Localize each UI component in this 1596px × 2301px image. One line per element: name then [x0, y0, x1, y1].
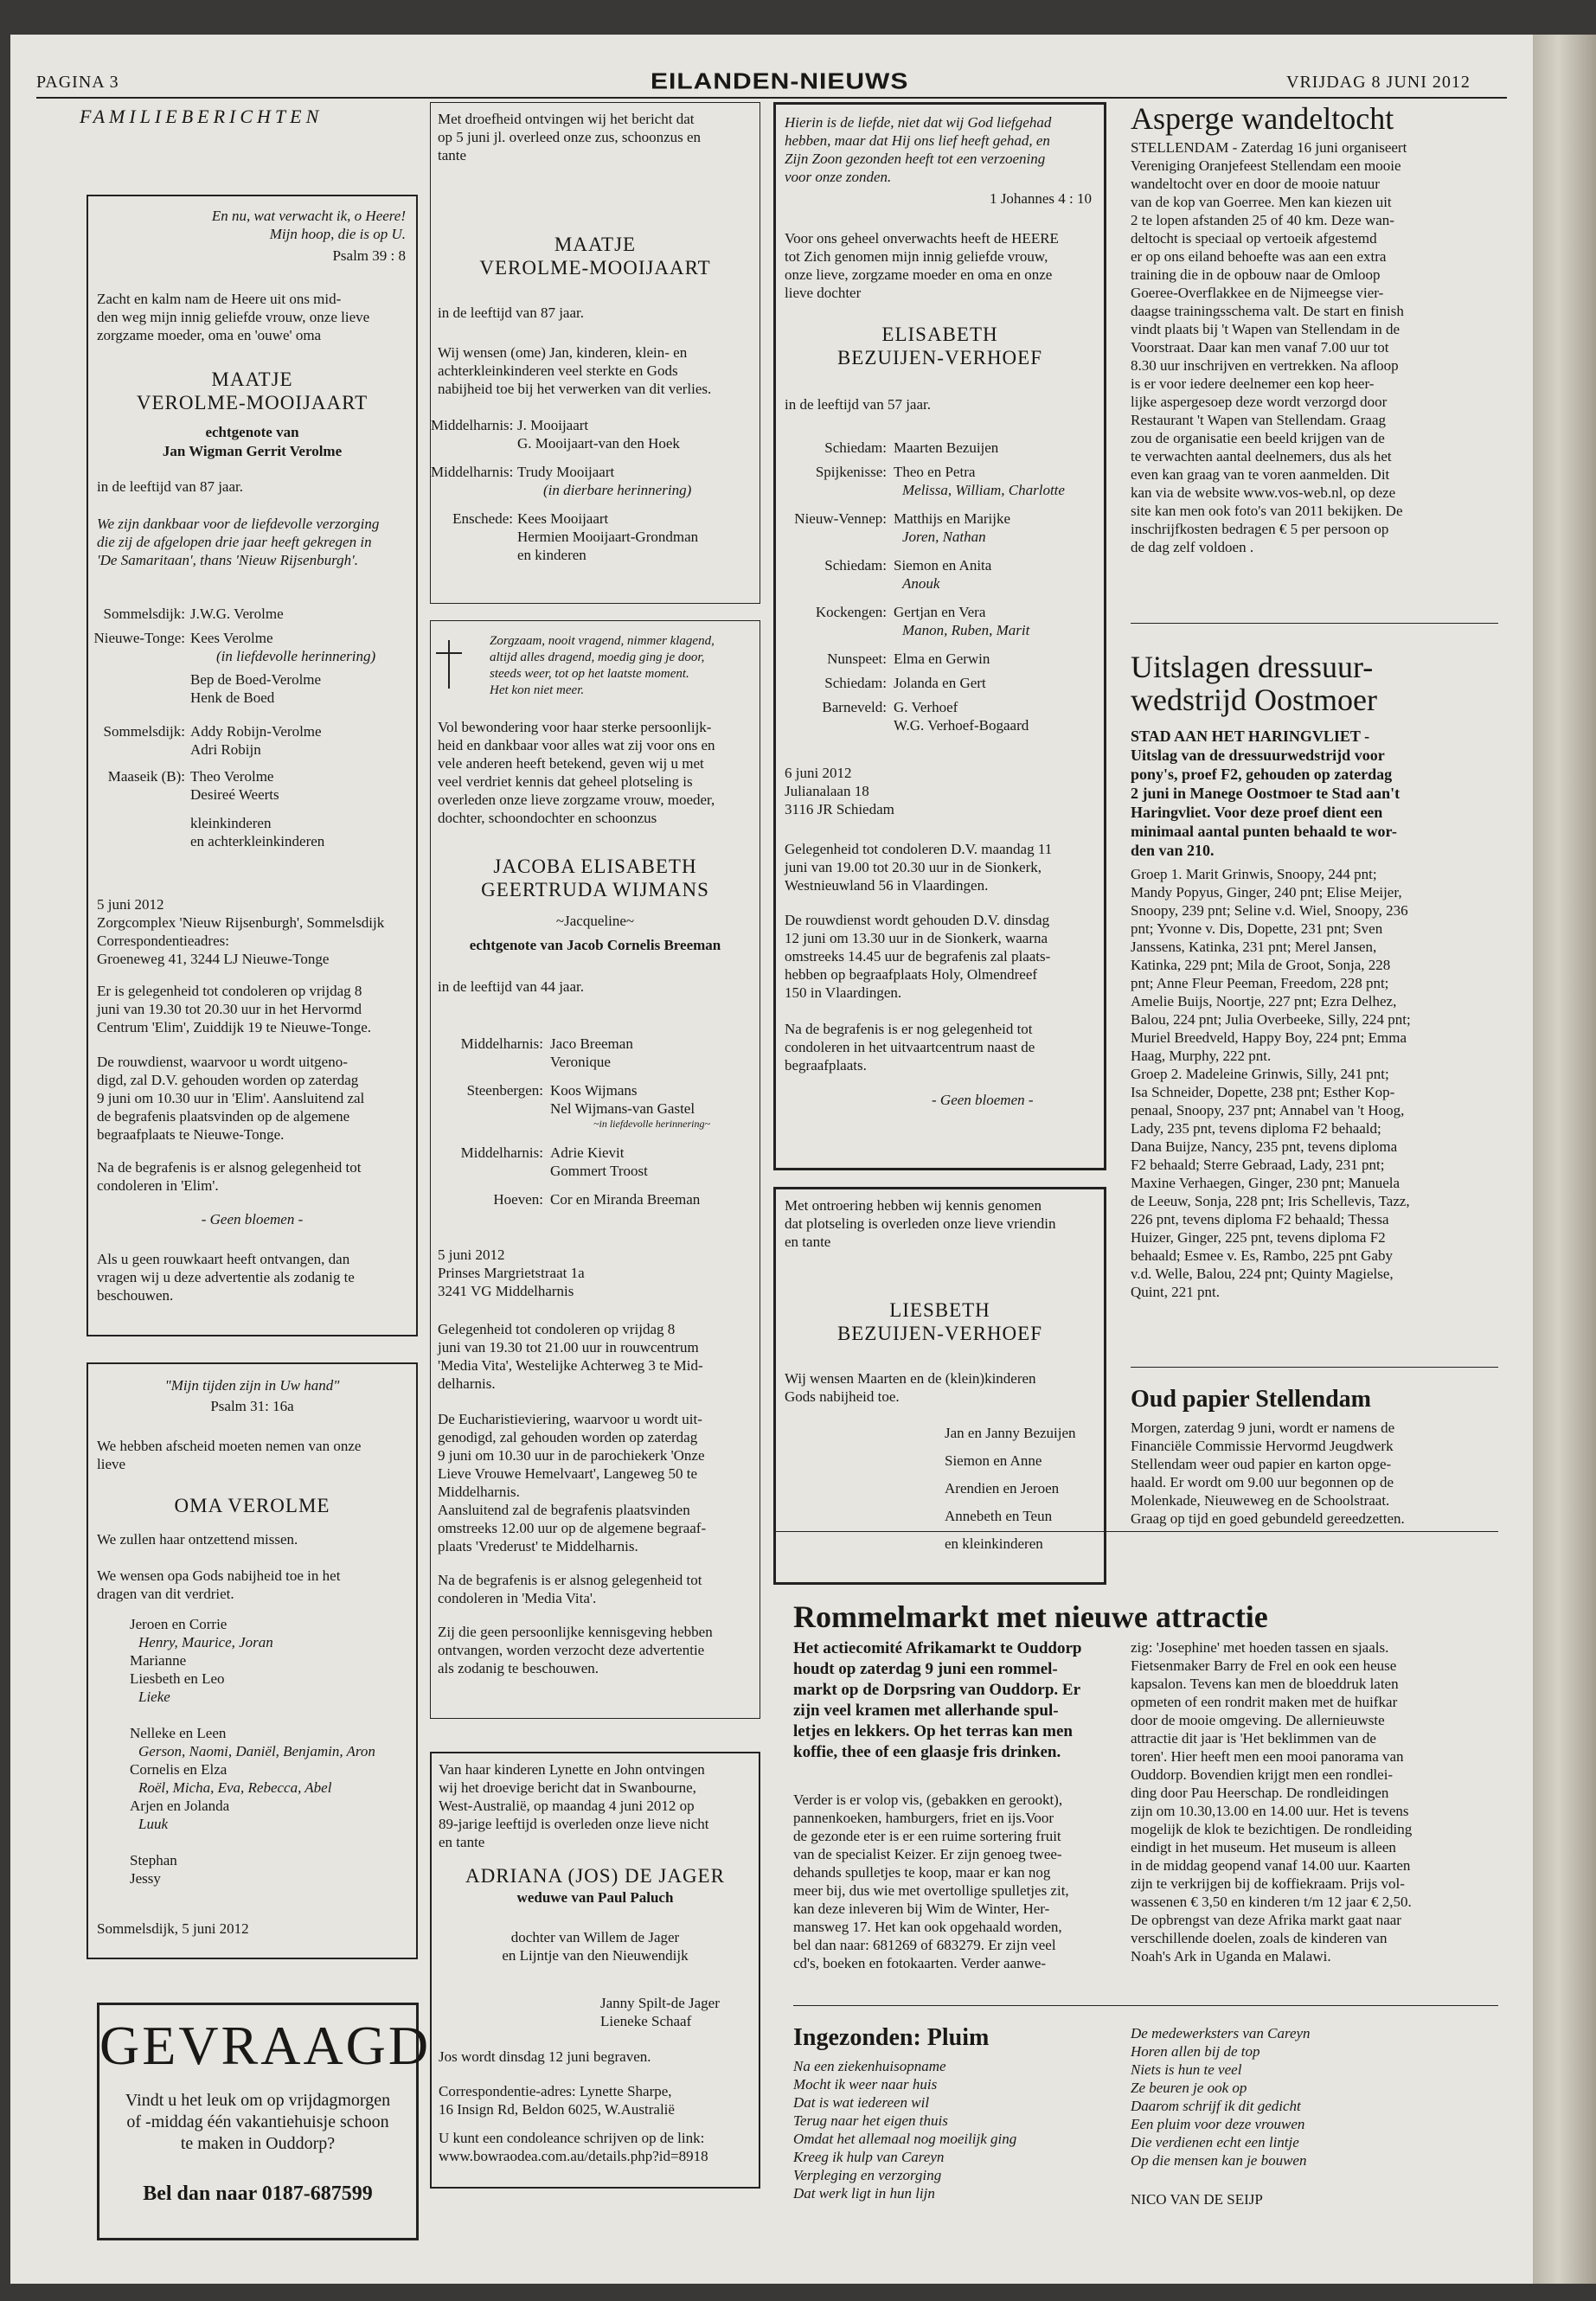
family-names: Adrie Kievit Gommert Troost — [550, 1144, 648, 1179]
pluim-poem-part1: Na een ziekenhuisopname Mocht ik weer naar huis Dat is wat iedereen wil Terug naar het eigen thuis Omdat het allemaal nog moeilijk ging Kreeg ik hulp van Careyn Verpleging en verzorging Dat werk ligt in hun lijn — [793, 2058, 1017, 2202]
family-names: J.W.G. Verolme — [190, 606, 284, 622]
verse-line: En nu, wat verwacht ik, o Heere! — [211, 208, 406, 224]
condolence-info: Gelegenheid tot condoleren D.V. maandag 11 juni van 19.00 tot 20.30 uur in de Sionkerk, Westnieuwland 56 in Vlaardingen. — [785, 841, 1053, 894]
family-list: Jeroen en Corrie Henry, Maurice, Joran Marianne Liesbeth en Leo Lieke Nelleke en Leen Gerson, Naomi, Daniël, Benjamin, Aron Cornelis en Elza Roël, Micha, Eva, Rebecca, Abel Arjen en Jolanda Luuk Stephan Jessy — [130, 1616, 375, 1887]
verse: Hierin is de liefde, niet dat wij God liefgehad hebben, maar dat Hij ons lief heeft gehad, en Zijn Zoon gezonden heeft tot een verzoening voor onze zonden. — [785, 114, 1052, 185]
family-place: Middelharnis: — [460, 1144, 543, 1161]
funeral-service-info: De Eucharistieviering, waarvoor u wordt uit- genodigd, zal gehouden worden op zaterdag 9 juni om 10.30 uur in de parochiekerk 'Onze Lieve Vrouwe Hemelvaart', Langeweg 50 te Middelharnis. Aansluitend zal de begrafenis plaatsvinden omstreeks 12.00 uur op de algemene begraaf- plaats 'Vrederust' te Middelharnis. — [438, 1411, 707, 1554]
condolence-info: Er is gelegenheid tot condoleren op vrijdag 8 juni van 19.30 tot 20.30 uur in het Hervormd Centrum 'Elim', Zuiddijk 19 te Nieuwe-Tonge. — [97, 983, 372, 1035]
cross-icon — [448, 640, 450, 689]
wish-text: Wij wensen (ome) Jan, kinderen, klein- en achterkleinkinderen veel sterkte en Gods nabijheid toe bij het verwerken van dit verlies. — [438, 344, 712, 397]
notice-intro: Met droefheid ontvingen wij het bericht dat op 5 juni jl. overleed onze zus, schoonzus en tante — [438, 111, 702, 163]
family-place: Hoeven: — [493, 1191, 543, 1208]
deceased-name: MAATJE VEROLME-MOOIJAART — [136, 369, 369, 413]
ad-text: Vindt u het leuk om op vrijdagmorgen of -middag één vakantiehuisje schoon te maken in Ouddorp? — [125, 2091, 391, 2153]
notice-intro: Met ontroering hebben wij kennis genomen dat plotseling is overleden onze lieve vriendin en tante — [785, 1197, 1056, 1250]
sign-off: Janny Spilt-de Jager Lieneke Schaaf — [600, 1995, 720, 2029]
notice-address: 5 juni 2012 Prinses Margrietstraat 1a 3241 VG Middelharnis — [438, 1247, 585, 1299]
family-names: kleinkinderen en achterkleinkinderen — [190, 815, 325, 849]
family-names: Trudy Mooijaart (in dierbare herinnering) — [517, 464, 692, 498]
family-names: Cor en Miranda Breeman — [550, 1191, 701, 1208]
family-names: Addy Robijn-Verolme Adri Robijn — [190, 723, 322, 758]
verse-line: Mijn hoop, die is op U. — [269, 226, 406, 242]
family-names: Kees Mooijaart Hermien Mooijaart-Grondman en kinderen — [517, 510, 699, 563]
family-names: J. Mooijaart G. Mooijaart-van den Hoek — [517, 417, 680, 452]
verse-reference: Psalm 31: 16a — [210, 1398, 294, 1414]
notice-address: 6 juni 2012 Julianalaan 18 3116 JR Schiedam — [785, 765, 894, 817]
wish-text: Wij wensen Maarten en de (klein)kinderen Gods nabijheid toe. — [785, 1370, 1036, 1405]
poem: Zorgzaam, nooit vragend, nimmer klagend, altijd alles dragend, moedig ging je door, steeds weer, tot op het laatste moment. Het kon niet meer. — [490, 634, 715, 697]
rommel-article-part1: Verder is er volop vis, (gebakken en gerookt), pannenkoeken, hamburgers, friet en ijs.Voor de gezonde eter is er een ruime sortering fruit van de specialist Keizer. Er zijn genoeg twee- dehands spulletjes te koop, maar er kan nog meer bij, dus wie met overtollige spulletjes zit, kan deze inleveren bij Wim de Winter, Her- mansweg 17. Het kan ook opgehaald worden, bel dan naar: 681269 of 683279. Er zijn veel cd's, boeken en fotokaarten. Verder aanwe- — [793, 1791, 1069, 1971]
notice-intro: Voor ons geheel onverwachts heeft de HEERE tot Zich genomen mijn innig geliefde vrouw, onze lieve, zorgzame moeder en oma en onze lieve dochter — [785, 230, 1059, 301]
papier-article: Morgen, zaterdag 9 juni, wordt er namens de Financiële Commissie Hervormd Jeugdwerk Stellendam weer oud papier en karton opge- haald. Er wordt om 9.00 uur begonnen op de Molenkade, Nieuweweg en de Schoolstraat. Graag op tijd en goed gebundeld gereedzetten. — [1131, 1420, 1405, 1527]
funeral-service-info: De rouwdienst, waarvoor u wordt uitgeno- digd, zal D.V. gehouden worden op zaterdag 9 juni om 10.30 uur in 'Elim'. Aansluitend zal de begrafenis plaatsvinden op de algemene begraafplaats te Nieuwe-Tonge. — [97, 1054, 365, 1143]
family-names: G. Verhoef W.G. Verhoef-Bogaard — [894, 699, 1029, 734]
rommel-lead: Het actiecomité Afrikamarkt te Ouddorp houdt op zaterdag 9 juni een rommel- markt op de Dorpsring van Ouddorp. Er zijn veel kramen met allerhande spul- letjes en lekkers. Op het terras kan men koffie, thee of een glaasje fris drinken. — [793, 1639, 1082, 1761]
ad-phone: Bel dan naar 0187-687599 — [143, 2182, 373, 2205]
divider — [773, 1531, 1498, 1532]
pluim-headline: Ingezonden: Pluim — [793, 2024, 990, 2051]
asperge-article: STELLENDAM - Zaterdag 16 juni organiseert Vereniging Oranjefeest Stellendam een mooie wandeltocht over en door de mooie natuur van de kop van Goerree. Men kan kiezen uit 2 te lopen afstanden 25 of 40 km. Deze wan- deltocht is speciaal op vertoeik afgestemd er op ons eiland behoefte was aan een extra training die in de opbouw naar de Omloop Goeree-Overflakkee en de Nijmeegse vier- daagse trainingsschema valt. De start en finish vindt plaats bij 't Wapen van Stellendam in de Voorstraat. Daar kan men vanaf 7.00 uur tot 8.30 uur inschrijven en vertrekken. Na afloop is er voor iedere deelnemer een kop heer- lijke aspergesoep deze wordt verzorgd door Restaurant 't Wapen van Stellendam. Graag zou de organisatie een beeld krijgen van de te verwachten aantal deelnemers, dus als het even kan graag van te voren aanmelden. Dit kan via de website www.vos-web.nl, op deze site kan men ook foto's van 2011 bekijken. De inschrijfkosten bedragen € 5 per persoon op de dag zelf voldoen . — [1131, 139, 1407, 555]
dressuur-lead: STAD AAN HET HARINGVLIET - Uitslag van de dressuurwedstrijd voor pony's, proef F2, gehouden op zaterdag 2 juni in Manege Oostmoer te Stad aan't Haringvliet. Voor deze proef dient een minimaal aantal punten behaald te wor- den van 210. — [1131, 727, 1401, 859]
cross-icon-bar — [436, 652, 462, 654]
family-place: Nieuwe-Tonge: — [93, 630, 185, 646]
deceased-name: ADRIANA (JOS) DE JAGER — [465, 1865, 725, 1887]
divider — [793, 2005, 1498, 2006]
spouse-line: echtgenote van Jan Wigman Gerrit Verolme — [162, 424, 343, 459]
sign-off: Sommelsdijk, 5 juni 2012 — [97, 1920, 249, 1937]
family-place: Schiedam: — [824, 439, 887, 456]
verse: "Mijn tijden zijn in Uw hand" — [164, 1377, 340, 1394]
death-notice-maatje-siblings — [430, 102, 760, 604]
deceased-name: LIESBETH BEZUIJEN-VERHOEF — [836, 1299, 1043, 1344]
age-line: in de leeftijd van 44 jaar. — [438, 978, 584, 995]
family-names: Gertjan en Vera Manon, Ruben, Marit — [894, 604, 1030, 638]
family-names: Maarten Bezuijen — [894, 439, 999, 456]
family-names: Jaco Breeman Veronique — [550, 1035, 633, 1070]
family-place: Nunspeet: — [827, 651, 887, 667]
after-funeral-info: Na de begrafenis is er alsnog gelegenheid tot condoleren in 'Media Vita'. — [438, 1572, 702, 1606]
no-flowers: - Geen bloemen - — [932, 1092, 1034, 1108]
family-place: Enschede: — [452, 510, 513, 527]
family-names: Theo en Petra Melissa, William, Charlotte — [894, 464, 1065, 498]
spouse-line: weduwe van Paul Paluch — [516, 1889, 674, 1906]
spouse-line: echtgenote van Jacob Cornelis Breeman — [469, 937, 721, 953]
thanks-text: We zijn dankbaar voor de liefdevolle verzorging die zij de afgelopen drie jaar heeft gekregen in 'De Samaritaan', thans 'Nieuw Rijsenburgh'. — [97, 516, 380, 568]
miss-line: We zullen haar ontzettend missen. — [97, 1531, 298, 1548]
notice-intro: Vol bewondering voor haar sterke persoonlijk- heid en dankbaar voor alles wat zij voor ons en vele anderen heeft betekend, geven wij u met veel verdriet kennis dat geheel plotseling is overleden onze lieve zorgzame vrouw, moeder, dochter, schoondochter en schoonzus — [438, 719, 715, 826]
masthead: EILANDEN-NIEUWS — [651, 69, 909, 94]
dressuur-headline: Uitslagen dressuur- wedstrijd Oostmoer — [1131, 650, 1377, 717]
parents-line: dochter van Willem de Jager en Lijntje van den Nieuwendijk — [502, 1929, 689, 1964]
verse-reference: 1 Johannes 4 : 10 — [989, 190, 1092, 207]
family-names: Elma en Gerwin — [894, 651, 990, 667]
header-rule — [36, 97, 1507, 99]
family-place: Kockengen: — [815, 604, 887, 620]
section-title: FAMILIEBERICHTEN — [80, 106, 324, 127]
after-funeral-info: Na de begrafenis is er alsnog gelegenheid tot condoleren in 'Elim'. — [97, 1159, 362, 1194]
family-place: Nieuw-Vennep: — [794, 510, 887, 527]
papier-headline: Oud papier Stellendam — [1131, 1386, 1371, 1413]
death-notice-elisabeth — [773, 102, 1106, 1170]
divider — [1131, 1367, 1498, 1368]
family-place: Schiedam: — [824, 557, 887, 574]
family-place: Spijkenisse: — [815, 464, 887, 480]
funeral-service-info: De rouwdienst wordt gehouden D.V. dinsdag 12 juni om 13.30 uur in de Sionkerk, waarna omstreeks 14.45 uur de begrafenis zal plaats- hebben op begraafplaats Holy, Olmendreef 150 in Vlaardingen. — [785, 912, 1051, 1001]
family-names: Jolanda en Gert — [894, 675, 986, 691]
page-binding-edge — [1533, 35, 1596, 2284]
family-place: Sommelsdijk: — [103, 606, 185, 622]
death-notice-maatje-family — [87, 195, 418, 1336]
death-notice-oma-verolme — [87, 1362, 418, 1959]
after-funeral-info: Na de begrafenis is er nog gelegenheid tot condoleren in het uitvaartcentrum naast de begraafplaats. — [785, 1021, 1035, 1074]
rommel-headline: Rommelmarkt met nieuwe attractie — [793, 1599, 1268, 1634]
mourning-card-note: Als u geen rouwkaart heeft ontvangen, dan vragen wij u deze advertentie als zodanig te beschouwen. — [97, 1251, 355, 1304]
pluim-author: NICO VAN DE SEIJP — [1131, 2191, 1263, 2208]
page-number: PAGINA 3 — [36, 73, 119, 92]
issue-date: VRIJDAG 8 JUNI 2012 — [1286, 73, 1471, 92]
dressuur-results: Groep 1. Marit Grinwis, Snoopy, 244 pnt; Mandy Popyus, Ginger, 240 pnt; Elise Meijer, Snoopy, 239 pnt; Seline v.d. Wiel, Snoopy, 236 pnt; Yvonne v. Dis, Dopette, 231 pnt; Sven Janssens, Katinka, 231 pnt; Merel Jansen, Katinka, 229 pnt; Mila de Groot, Sonja, 228 pnt; Anne Fleur Peeman, Freedom, 228 pnt; Amelie Buijs, Noortje, 227 pnt; Ezra Delhez, Balou, 224 pnt; Julia Overbeeke, Silly, 224 pnt; Muriel Breedveld, Happy Boy, 224 pnt; Emma Haag, Murphy, 222 pnt. Groep 2. Madeleine Grinwis, Silly, 241 pnt; Isa Schneider, Dopette, 238 pnt; Esther Kop- penaal, Snoopy, 237 pnt; Annabel van 't Hoog, Lady, 235 pnt, tevens diploma F2 behaald; Dana Buijze, Nancy, 235 pnt, tevens diploma F2 behaald; Sterre Gebraad, Lady, 231 pnt; Maxine Verhaegen, Ginger, 230 pnt; Manuela de Leeuw, Sonja, 228 pnt; Iris Schellevis, Tazz, 226 pnt, tevens diploma F2 behaald; Thessa Huizer, Ginger, 225 pnt, tevens diploma F2 behaald; Esmee v. Es, Rambo, 225 pnt Gaby v.d. Welle, Balou, 224 pnt; Quinty Magielse, Quint, 221 pnt. — [1131, 866, 1411, 1300]
newspaper-page — [10, 35, 1533, 2284]
family-place: Barneveld: — [822, 699, 887, 715]
gevraagd-ad — [97, 2003, 432, 2240]
age-line: in de leeftijd van 87 jaar. — [97, 478, 243, 495]
ad-title: GEVRAAGD — [99, 2015, 432, 2076]
notice-intro: Zacht en kalm nam de Heere uit ons mid- den weg mijn innig geliefde vrouw, onze lieve zorgzame moeder, oma en 'ouwe' oma — [97, 291, 370, 343]
death-notice-jacoba — [430, 620, 760, 1719]
deceased-name: MAATJE VEROLME-MOOIJAART — [479, 234, 711, 279]
notice-address: 5 juni 2012 Zorgcomplex 'Nieuw Rijsenburgh', Sommelsdijk Correspondentieadres: Groeneweg 41, 3244 LJ Nieuwe-Tonge — [97, 896, 385, 967]
deceased-name: ELISABETH BEZUIJEN-VERHOEF — [836, 324, 1043, 369]
family-place: Middelharnis: — [431, 464, 514, 480]
notice-address: Correspondentie-adres: Lynette Sharpe, 16 Insign Rd, Beldon 6025, W.Australië — [439, 2083, 675, 2118]
death-notice-adriana — [430, 1752, 760, 2189]
family-place: Sommelsdijk: — [103, 723, 185, 740]
family-place: Maaseik (B): — [107, 768, 185, 785]
family-names: Siemon en Anita Anouk — [894, 557, 992, 592]
verse-reference: Psalm 39 : 8 — [332, 247, 406, 264]
family-names: Koos Wijmans Nel Wijmans-van Gastel ~in liefdevolle herinnering~ — [550, 1082, 710, 1130]
family-place: Middelharnis: — [460, 1035, 543, 1052]
family-names: Matthijs en Marijke Joren, Nathan — [894, 510, 1011, 545]
family-names: Theo Verolme Desireé Weerts — [190, 768, 279, 803]
family-list: Jan en Janny Bezuijen Siemon en Anne Arendien en Jeroen Annebeth en Teun en kleinkinderen — [945, 1425, 1076, 1552]
mourning-card-note: Zij die geen persoonlijke kennisgeving hebben ontvangen, worden verzocht deze advertentie als zodanig te beschouwen. — [438, 1624, 713, 1676]
age-line: in de leeftijd van 87 jaar. — [438, 304, 584, 321]
burial-line: Jos wordt dinsdag 12 juni begraven. — [439, 2048, 651, 2065]
death-notice-liesbeth — [773, 1187, 1106, 1585]
family-place: Steenbergen: — [466, 1082, 543, 1099]
family-names: Kees Verolme (in liefdevolle herinnering) Bep de Boed-Verolme Henk de Boed — [190, 630, 376, 706]
divider — [1131, 623, 1498, 624]
no-flowers: - Geen bloemen - — [201, 1211, 304, 1227]
deceased-name: JACOBA ELISABETH GEERTRUDA WIJMANS — [481, 856, 709, 901]
age-line: in de leeftijd van 57 jaar. — [785, 396, 931, 413]
condolence-link[interactable]: U kunt een condoleance schrijven op de link: www.bowraodea.com.au/details.php?id=8918 — [439, 2130, 708, 2164]
family-place: Schiedam: — [824, 675, 887, 691]
nickname: ~Jacqueline~ — [555, 913, 635, 929]
asperge-headline: Asperge wandeltocht — [1131, 101, 1394, 136]
notice-intro: Van haar kinderen Lynette en John ontvingen wij het droevige bericht dat in Swanbourne, West-Australië, op maandag 4 juni 2012 op 89-jarige leeftijd is overleden onze lieve nicht en tante — [439, 1761, 709, 1850]
deceased-name: OMA VEROLME — [174, 1495, 330, 1516]
notice-intro: We hebben afscheid moeten nemen van onze lieve — [97, 1438, 362, 1472]
family-place: Middelharnis: — [431, 417, 514, 433]
pluim-poem-part2: De medewerksters van Careyn Horen allen bij de top Niets is hun te veel Ze beuren je ook op Daarom schrijf ik dit gedicht Een pluim voor deze vrouwen Die verdienen echt een lintje Op die mensen kan je bouwen — [1131, 2025, 1311, 2169]
rommel-article-part2: zig: 'Josephine' met hoeden tassen en sjaals. Fietsenmaker Barry de Frel en ook een heuse kapsalon. Tevens kan men de bloeddruk laten opmeten of een rondrit maken met de huifkar door de mooie omgeving. De allernieuwste attractie dit jaar is 'Het beklimmen van de toren'. Hier heeft men een mooi panorama van Ouddorp. Bovendien krijgt men een rondlei- ding door Pau Heerschap. De rondleidingen zijn om 10.30,13.00 en 14.00 uur. Het is tevens mogelijk de klok te bezichtigen. De rondleiding eindigt in het museum. Het museum is alleen in de middag geopend vanaf 14.00 uur. Kaarten zijn te verkrijgen bij de koffiekraam. Prijs vol- wassenen € 3,50 en kinderen t/m 12 jaar € 2,50. De opbrengst van deze Afrika markt gaat naar verschillende doelen, zoals de kinderen van Noah's Ark in Uganda en Malawi. — [1131, 1639, 1413, 1965]
condolence-info: Gelegenheid tot condoleren op vrijdag 8 juni van 19.30 tot 21.00 uur in rouwcentrum 'Media Vita', Westelijke Achterweg 3 te Mid- delharnis. — [438, 1321, 703, 1392]
wish-text: We wensen opa Gods nabijheid toe in het dragen van dit verdriet. — [97, 1567, 341, 1602]
